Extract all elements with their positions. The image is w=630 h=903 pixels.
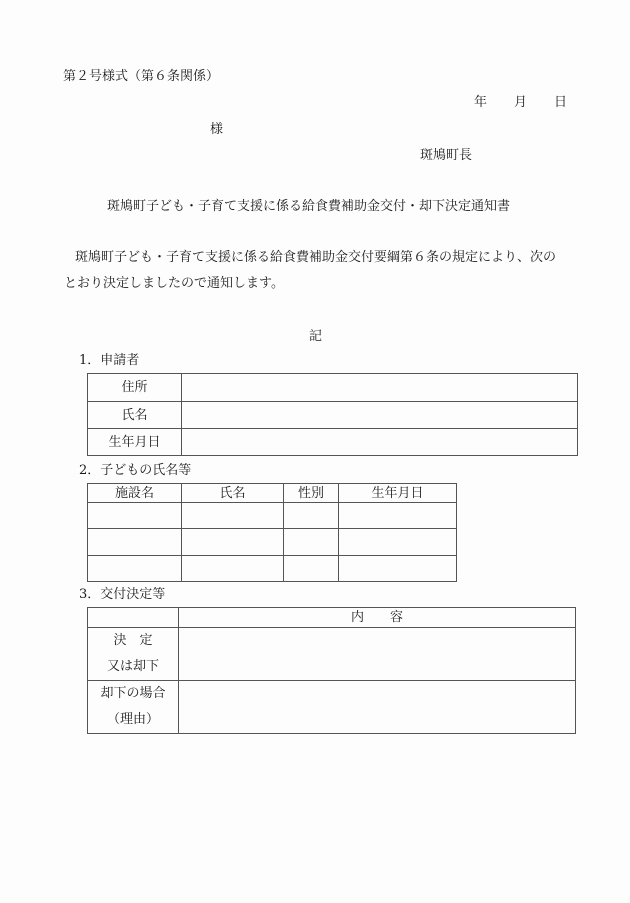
table-row xyxy=(88,556,457,582)
applicant-address-label: 住所 xyxy=(88,374,182,402)
table-row xyxy=(88,628,576,681)
rejection-reason-label-line2: （理由） xyxy=(106,712,159,727)
table-header-row xyxy=(88,484,457,503)
decision-label-line1: 決 定 xyxy=(113,633,153,648)
child-sex-cell[interactable] xyxy=(284,529,339,556)
column-header-facility: 施設名 xyxy=(88,484,182,503)
applicant-birthdate-label: 生年月日 xyxy=(88,429,182,456)
child-birthdate-cell[interactable] xyxy=(339,503,457,529)
section2-heading: 2．子どもの氏名等 xyxy=(79,463,192,478)
children-table xyxy=(87,483,457,582)
date-year: 年 xyxy=(474,95,488,110)
section3-heading: 3．交付決定等 xyxy=(79,587,166,602)
child-name-cell[interactable] xyxy=(182,503,284,529)
addressee-suffix: 様 xyxy=(210,122,224,137)
applicant-address-field[interactable] xyxy=(182,374,578,402)
child-facility-cell[interactable] xyxy=(88,529,182,556)
applicant-table xyxy=(87,373,578,456)
rejection-reason-field[interactable] xyxy=(179,681,576,734)
body-text-line2: とおり決定しましたので通知します。 xyxy=(64,276,284,291)
table-row xyxy=(88,402,578,429)
child-facility-cell[interactable] xyxy=(88,503,182,529)
date-day: 日 xyxy=(554,95,568,110)
child-birthdate-cell[interactable] xyxy=(339,529,457,556)
form-number: 第２号様式（第６条関係） xyxy=(63,69,220,84)
content-header: 内 容 xyxy=(179,608,576,628)
table-row xyxy=(88,429,578,456)
table-row xyxy=(88,529,457,556)
rejection-reason-label xyxy=(88,681,179,734)
table-row xyxy=(88,681,576,734)
table-header-row xyxy=(88,608,576,628)
child-sex-cell[interactable] xyxy=(284,556,339,582)
date-month: 月 xyxy=(514,95,528,110)
column-header-name: 氏名 xyxy=(182,484,284,503)
child-sex-cell[interactable] xyxy=(284,503,339,529)
child-name-cell[interactable] xyxy=(182,556,284,582)
document-title: 斑鳩町子ども・子育て支援に係る給食費補助金交付・却下決定通知書 xyxy=(107,199,511,214)
decision-table xyxy=(87,607,576,734)
decision-label-line2: 又は却下 xyxy=(106,659,159,674)
child-name-cell[interactable] xyxy=(182,529,284,556)
column-header-sex: 性別 xyxy=(284,484,339,503)
child-facility-cell[interactable] xyxy=(88,556,182,582)
empty-header-cell xyxy=(88,608,179,628)
decision-field[interactable] xyxy=(179,628,576,681)
decision-label xyxy=(88,628,179,681)
applicant-name-label: 氏名 xyxy=(88,402,182,429)
section1-heading: 1．申請者 xyxy=(79,353,140,368)
applicant-birthdate-field[interactable] xyxy=(182,429,578,456)
child-birthdate-cell[interactable] xyxy=(339,556,457,582)
column-header-birthdate: 生年月日 xyxy=(339,484,457,503)
ki-heading: 記 xyxy=(309,329,323,344)
body-text-line1: 斑鳩町子ども・子育て支援に係る給食費補助金交付要綱第６条の規定により、次の xyxy=(75,250,557,265)
table-row xyxy=(88,374,578,402)
applicant-name-field[interactable] xyxy=(182,402,578,429)
rejection-reason-label-line1: 却下の場合 xyxy=(100,686,166,701)
table-row xyxy=(88,503,457,529)
sender: 斑鳩町長 xyxy=(420,148,473,163)
